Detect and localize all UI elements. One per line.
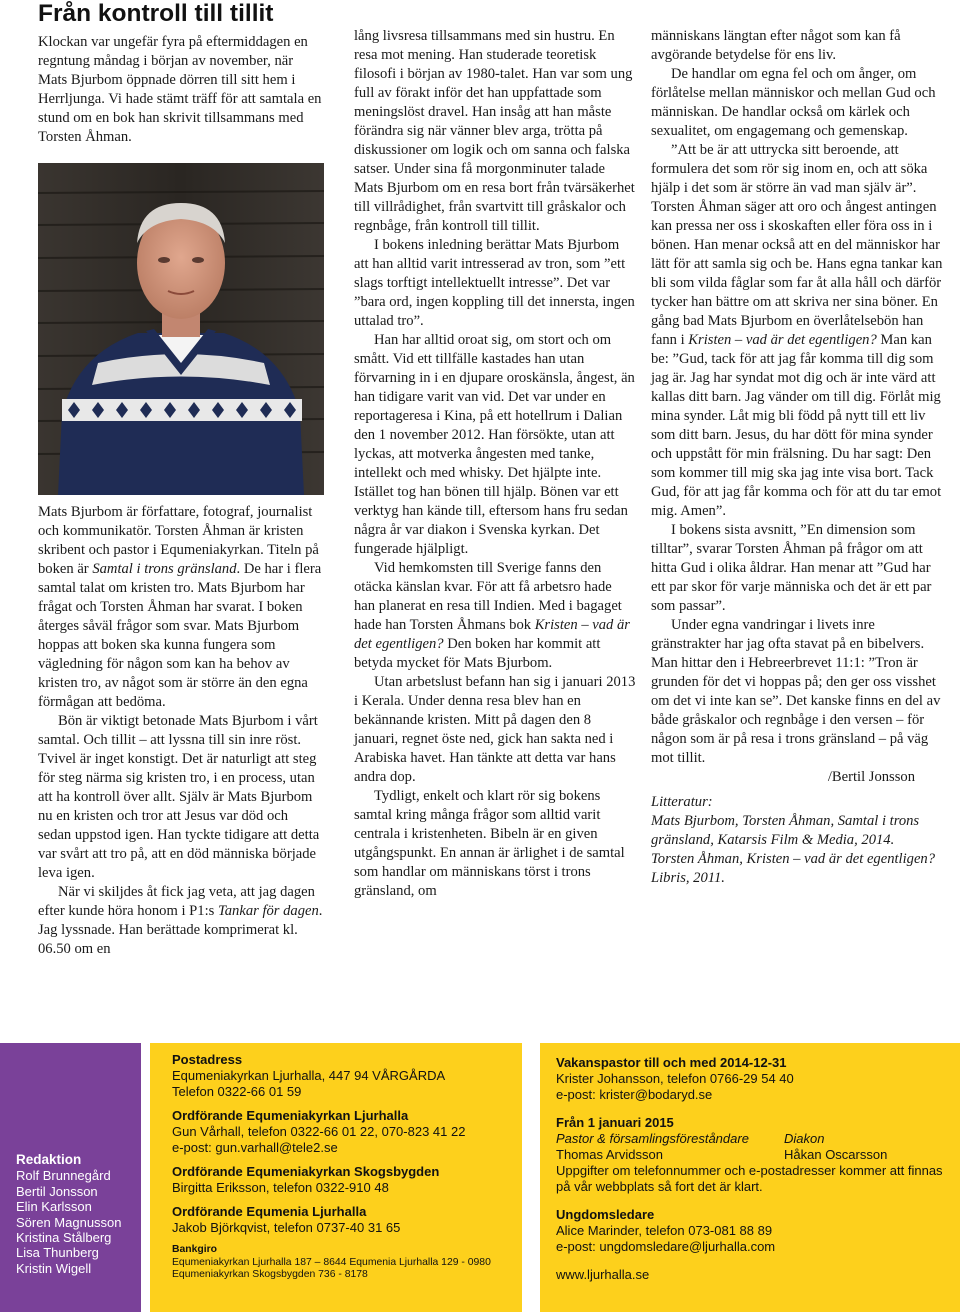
- paragraph: Tydligt, enkelt och klart rör sig bokens samtal kring många frågor som alltid varit centrala i kristenheten. Bibeln är en given utgångspunkt. En annan är ärlighet i de samtal som handlar om människans törst i trons gränsland, om: [354, 788, 625, 899]
- paragraph: När vi skiljdes åt fick jag veta, att jag dagen efter kunde höra honom i P1:s Tankar för dagen. Jag lyssnade. Han berättade komprimerat kl. 06.50 om en: [38, 884, 323, 957]
- literature-item: Torsten Åhman, Kristen – vad är det egentligen? Libris, 2011.: [651, 851, 936, 886]
- intro-block: [38, 33, 324, 147]
- paragraph: människans längtan efter något som kan få avgörande betydelse för ens liv.: [651, 28, 901, 63]
- ordforande-skogsbygden-block: Ordförande Equmeniakyrkan Skogsbygden Birgitta Eriksson, telefon 0322-910 48: [172, 1164, 440, 1195]
- paragraph: Bön är viktigt betonade Mats Bjurbom i vårt samtal. Och tillit – att lyssna till sin inre röst. Tvivel är inget konstigt. Det är naturligt att steg för steg närma sig kristen tro, i en process, utan att ha kontroll över allt. Själv är Mats Bjurbom nu en kristen och tror att Jesus var död och sedan uppstod igen. Han tyckte tidigare att detta var svårt att tro på, att en död människa började leva igen.: [38, 713, 320, 881]
- bankgiro-block: Bankgiro Equmeniakyrkan Ljurhalla 187 – 8644 Equmenia Ljurhalla 129 - 0980 Equmeniakyrkan Skogsbygden 736 - 8178: [172, 1244, 491, 1280]
- email-link[interactable]: e-post: ungdomsledare@ljurhalla.com: [556, 1239, 776, 1254]
- ungdomsledare-block: Ungdomsledare Alice Marinder, telefon 073-081 88 89 e-post: ungdomsledare@ljurhalla.com: [556, 1207, 960, 1255]
- website-link[interactable]: www.ljurhalla.se: [556, 1267, 650, 1282]
- redaktion-member: Elin Karlsson: [16, 1199, 92, 1215]
- redaktion-box: [0, 1043, 141, 1312]
- column-2: [354, 27, 636, 901]
- contact-box-staff: [540, 1043, 960, 1312]
- fran-2015-block: Från 1 januari 2015 Pastor & församlingsföreståndare Diakon Thomas Arvidsson Håkan Oscarsson Uppgifter om telefonnummer och e-postadresser kommer att finnas på vår webbplats så fort det är klart.: [556, 1115, 943, 1194]
- book-title: Kristen – vad är det egentligen?: [688, 332, 877, 348]
- redaktion-member: Rolf Brunnegård: [16, 1168, 111, 1184]
- paragraph: lång livsresa tillsammans med sin hustru. En resa mot mening. Han studerade teoretisk filosofi i början av 1980-talet. Han var som ung full av förakt inför det han uppfattade som meningslöst dravel. Han insåg att han måste förändra sig när vänner blev arga, trötta på diskussioner om logik och om sanna och falska satser. Under sina få morgonminuter talade Mats Bjurbom om en resa bort från tvärsäkerhet till villrådighet, från svartvitt till gråskalor och regnbåge, från kontroll till tillit.: [354, 28, 635, 234]
- redaktion-member: Bertil Jonsson: [16, 1183, 98, 1199]
- postadress-block: Postadress Equmeniakyrkan Ljurhalla, 447 94 VÅRGÅRDA Telefon 0322-66 01 59: [172, 1052, 446, 1099]
- contact-box-church: [150, 1043, 522, 1312]
- paragraph: I bokens inledning berättar Mats Bjurbom att han alltid varit intresserad av tron, som ”ett slags torftigt intellektuellt intresse”. Det var ”bara ord, ingen koppling till det innersta, ingen uttalad tro”.: [354, 237, 635, 329]
- author-signature: /Bertil Jonsson: [827, 769, 915, 785]
- book-title: Samtal i trons gränsland: [92, 561, 237, 577]
- ordforande-ljurhalla-block: Ordförande Equmeniakyrkan Ljurhalla Gun Vårhall, telefon 0322-66 01 22, 070-823 41 22 e-post: gun.varhall@tele2.se: [172, 1108, 522, 1156]
- email-link[interactable]: e-post: krister@bodaryd.se: [556, 1087, 713, 1102]
- redaktion-member: Sören Magnusson: [16, 1214, 122, 1230]
- literature-item: Mats Bjurbom, Torsten Åhman, Samtal i trons gränsland, Katarsis Film & Media, 2014.: [651, 813, 920, 848]
- paragraph: De handlar om egna fel och om ånger, om förlåtelse mellan människor och mellan Gud och människan. De handlar också om kärlek och sexualitet, om engagemang och gemenskap.: [651, 66, 936, 139]
- column-3: [651, 27, 943, 888]
- article-title: Från kontroll till tillit: [38, 0, 274, 27]
- literature-label: Litteratur:: [651, 794, 713, 810]
- paragraph: Utan arbetslust befann han sig i januari 2013 i Kerala. Under denna resa blev han en bekännande kristen. Mitt på dagen den 8 januari, regnet öste ned, gick han sakta ned i Arabiska havet. Han tänkte att detta var hans andra dop.: [354, 674, 636, 785]
- paragraph: Vid hemkomsten till Sverige fanns den otäcka känslan kvar. För att få arbetsro hade han planerat en resa till Indien. Med i bagaget hade han Torsten Åhmans bok Kristen – vad är det egentligen? Den boken har kommit att betyda mycket för Mats Bjurbom.: [354, 560, 630, 671]
- caption-paragraph: Mats Bjurbom är författare, fotograf, journalist och kommunikatör. Torsten Åhman är kristen skribent och pastor i Equmeniakyrkan. Titeln på boken är Samtal i trons gränsland. De har i flera samtal talat om kristen tro. Mats Bjurbom har frågat och Torsten Åhman har svarat. I boken återges såväl frågor som svar. Mats Bjurbom hoppas att boken ska kunna fungera som vägledning för någon som kan ha behov av kristen tro, av något som är större än den egna förmågan att bedöma.: [38, 504, 322, 710]
- redaktion-member: Kristin Wigell: [16, 1260, 92, 1276]
- vakanspastor-block: Vakanspastor till och med 2014-12-31 Krister Johansson, telefon 0766-29 54 40 e-post: krister@bodaryd.se: [556, 1055, 960, 1103]
- redaktion-title: Redaktion: [16, 1152, 82, 1167]
- redaktion-member: Lisa Thunberg: [16, 1245, 99, 1261]
- redaktion-member: Kristina Stålberg: [16, 1230, 112, 1246]
- radio-program-title: Tankar för dagen: [217, 903, 319, 919]
- literature-list: [651, 793, 943, 888]
- paragraph: ”Att be är att uttrycka sitt beroende, att formulera det som rör sig inom en, och att söka hjälp i det som är större än vad man själv är”. Torsten Åhman säger att oro och ångest antingen kan pressa ner oss i skoskaften eller föra oss in i bönen. Han menar också att en del människor har lätt för att samla sig och be. Hans egna tankar kan bli som vilda fåglar som far åt alla håll och därför tycker han bättre om att skriva ner sina böner. En gång bad Mats Bjurbom en överlåtelsebön han fann i Kristen – vad är det egentligen? Man kan be: ”Gud, tack för att jag får komma till dig som jag är. Jag har syndat mot dig och är inte värd att kallas ditt barn. Jag vänder om till dig. Förlåt mig mina synder. Låt mig bli född på nytt till ett liv som ditt barn. Jesus, du har dött för mina synder och uppstått för min frälsning. Du har sagt: Den som kommer till mig ska jag inte visa bort. Tack Gud, för att jag får komma och för att du tar emot mig. Amen”.: [651, 142, 943, 519]
- intro-paragraph: Klockan var ungefär fyra på eftermiddagen en regntung måndag i början av november, när Mats Bjurbom öppnade dörren till sitt hem i Herrljunga. Vi hade stämt träff för att samtala en stund om en bok han skrivit tillsammans med Torsten Åhman.: [38, 34, 322, 145]
- portrait-photo: [38, 163, 324, 495]
- email-link[interactable]: e-post: gun.varhall@tele2.se: [172, 1140, 338, 1155]
- caption-block: [38, 503, 324, 959]
- paragraph: I bokens sista avsnitt, ”En dimension som tilltar”, svarar Torsten Åhman på frågor om att hitta Gud i olika åldrar. Han menar att ”Gud har ett par skor för varje människa och det är ett par som passar”.: [651, 522, 932, 614]
- ordforande-equmenia-block: Ordförande Equmenia Ljurhalla Jakob Björkqvist, telefon 0737-40 31 65: [172, 1204, 401, 1235]
- paragraph: Han har alltid oroat sig, om stort och om smått. Vid ett tillfälle kastades han utan förvarning in i en djupare oroskänsla, ångest, än han tidigare varit van vid. Det var under en reportageresa i Kina, på ett hotellrum i Dalian den 1 november 2012. Han försökte, utan att lyckas, att motverka ångesten med tanke, intellekt och med whisky. Det hjälpte inte. Istället tog han bönen till hjälp. Bönen var ett verktyg han kände till, eftersom hans fru sedan några år var diakon i Svenska kyrkan. Det fungerade hjälpligt.: [354, 332, 635, 557]
- paragraph: Under egna vandringar i livets inre gränstrakter har jag ofta stavat på en bibelvers. Man hittar den i Hebreerbrevet 11:1: ”Tron är grunden för det vi hoppas på; den ger oss visshet om det vi inte kan se”. Det kanske finns en del av både gråskalor och regnbåge i den versen – för någon som är på resa i trons gränsland – på väg mot tillit.: [651, 617, 941, 766]
- book-title: Kristen – vad är det egentligen?: [354, 617, 630, 652]
